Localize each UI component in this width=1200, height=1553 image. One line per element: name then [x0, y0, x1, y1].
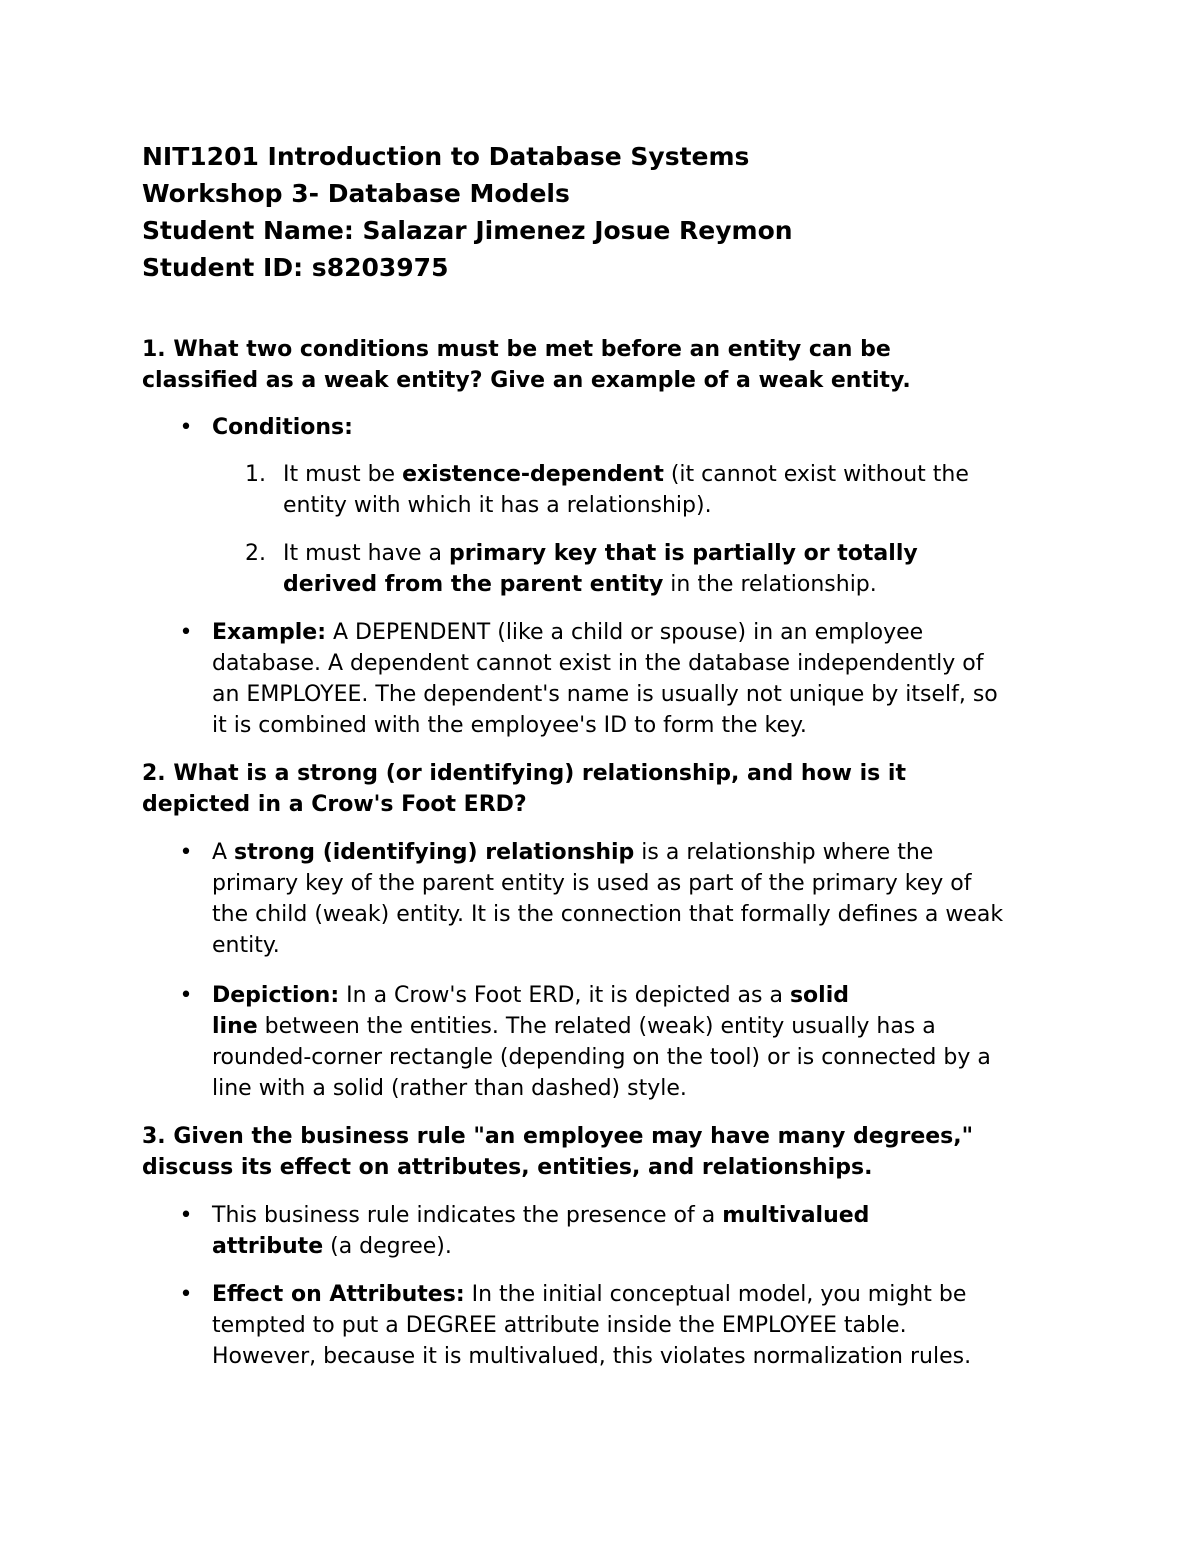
- document-page: NIT1201 Introduction to Database Systems Workshop 3- Database Models Student Name: Salazar Jimenez Josue Reymon Student ID: s8203975 1. What two conditions must be met before an entity can be classified as a weak entity? Give an example of a weak entity. • Conditions: 1. It must be existence-dependent (it cannot exist without the entity with which it has a relationship). 2. It must have a primary key that is partially or totally derived from the parent entity in the relationship. • Example: A DEPENDENT (like a child or spouse) in an employee database. A dependent cannot exist in the database independently of an EMPLOYEE. The dependent's name is usually not unique by itself, so it is combined with the employee's ID to form the key. 2. What is a strong (or identifying) relationship, and how is it depicted in a Crow's Foot ERD? • A strong (identifying) relationship is a relationship where the primary key of the parent entity is used as part of the primary key of the child (weak) entity. It is the connection that formally defines a weak entity. • Depiction: In a Crow's Foot ERD, it is depicted as a solid line between the entities. The related (weak) entity usually has a rounded-corner rectangle (depending on the tool) or is connected by a line with a solid (rather than dashed) style. 3. Given the business rule "an employee may have many degrees," discuss its effect on attributes, entities, and relationships. • This business rule indicates the presence of a multivalued attribute (a degree). • Effect on Attributes: In the initial conceptual model, you might be tempted to put a DEGREE attribute inside the EMPLOYEE table. However, because it is multivalued, this violates normalization rules.: [0, 0, 1200, 1553]
- bullet-icon: •: [179, 983, 193, 1008]
- bullet-icon: •: [179, 1203, 193, 1228]
- bullet-icon: •: [179, 1282, 193, 1307]
- bullet-icon: •: [179, 415, 193, 440]
- bullet-icon: •: [179, 620, 193, 645]
- workshop-title: Workshop 3- Database Models: [142, 179, 570, 208]
- student-name: Student Name: Salazar Jimenez Josue Reymon: [142, 216, 793, 245]
- question-1-heading: 1. What two conditions must be met before an entity can be classified as a weak entity? Give an example of a weak entity.: [142, 337, 911, 393]
- bullet-icon: •: [179, 840, 193, 865]
- question-2-heading: 2. What is a strong (or identifying) relationship, and how is it depicted in a Crow's Foot ERD?: [142, 761, 906, 817]
- student-id: Student ID: s8203975: [142, 253, 449, 282]
- question-3-heading: 3. Given the business rule "an employee may have many degrees," discuss its effect on attributes, entities, and relationships.: [142, 1124, 974, 1180]
- course-title: NIT1201 Introduction to Database Systems: [142, 142, 750, 171]
